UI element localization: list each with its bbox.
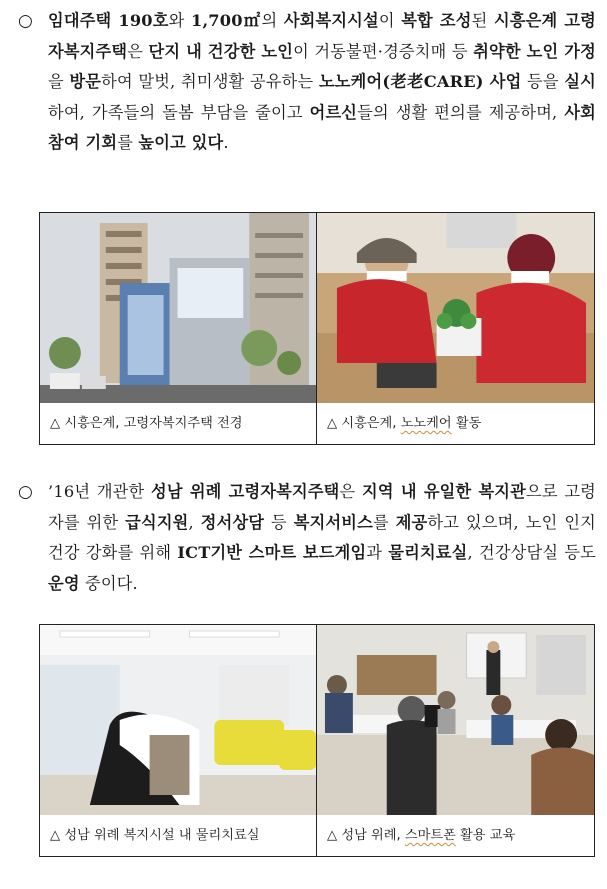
emphasis-text: 사회복지시설: [283, 11, 379, 30]
caption-text: △ 성남 위례,: [327, 828, 405, 843]
photo-siheung-building: [40, 213, 316, 403]
body-text: 하여 말벗, 취미생활 공유하는: [101, 72, 319, 91]
body-text: ’16년 개관한: [48, 482, 152, 501]
body-text: 은: [339, 482, 363, 501]
body-text: 된: [471, 11, 494, 30]
emphasis-text: 정서상담: [200, 512, 265, 532]
caption-physio-room: [40, 815, 316, 856]
caption-text: △ 성남 위례 복지시설 내 물리치료실: [50, 828, 260, 843]
caption-nonocare: [317, 403, 594, 444]
section2-paragraph: [18, 477, 596, 599]
caption-underlined-term: 스마트폰: [404, 828, 456, 843]
caption-siheung-building: [40, 403, 316, 444]
emphasis-text: 운영: [48, 573, 80, 593]
emphasis-text: 단지 내 건강한 노인: [148, 41, 294, 61]
caption-underlined-term: 노노케어: [400, 416, 452, 431]
caption-suffix: 활동: [451, 416, 482, 431]
section1-text: [18, 6, 596, 159]
body-text: 으로 고령자를 위한: [48, 482, 596, 532]
body-text: ,: [188, 512, 201, 532]
caption-smartphone-class: [317, 815, 594, 856]
body-text: 들의 생활 편의를 제공하며,: [357, 102, 565, 122]
body-text: , 건강상담실 등도: [467, 543, 596, 562]
body-text: 이 거동불편·경증치매 등: [293, 41, 474, 61]
emphasis-text: ICT기반 스마트 보드게임: [177, 543, 367, 562]
section2-text: [18, 477, 596, 599]
bullet-marker: ○: [18, 11, 34, 31]
body-text: 와: [168, 11, 191, 30]
photo-cell-building: [40, 213, 317, 445]
emphasis-text: 노노케어(老老CARE) 사업: [318, 72, 522, 91]
emphasis-text: 지역 내 유일한 복지관: [362, 482, 526, 501]
emphasis-text: 시흥은계 고령자복지주택: [48, 11, 597, 61]
emphasis-text: 어르신: [309, 102, 358, 122]
photo-physio-room: [40, 625, 316, 815]
section1-paragraph: [18, 6, 596, 159]
body-text: 하고 있으며, 노인 인지건강 강화를 위해: [48, 512, 596, 562]
body-text: 과: [366, 543, 389, 562]
emphasis-text: 제공: [395, 512, 428, 532]
emphasis-text: 높이고 있다: [138, 133, 224, 152]
caption-text: △ 시흥은계,: [327, 416, 401, 431]
emphasis-text: 사회참여 기회: [48, 102, 596, 152]
emphasis-text: 복지서비스: [293, 512, 373, 532]
photo-smartphone-class: [317, 625, 594, 815]
emphasis-text: 복합 조성: [401, 11, 472, 30]
body-text: 를: [372, 512, 396, 532]
emphasis-text: 임대주택 190호: [48, 11, 169, 30]
emphasis-text: 성남 위례 고령자복지주택: [151, 482, 340, 501]
photo-cell-nonocare: [317, 213, 595, 445]
emphasis-text: 방문: [69, 72, 102, 91]
body-text: 를: [117, 133, 139, 152]
body-text: 하여, 가족들의 돌봄 부담을 줄이고: [48, 102, 310, 122]
caption-suffix: 활용 교육: [455, 828, 516, 843]
emphasis-text: 급식지원: [125, 512, 189, 532]
photo-nonocare-activity: [317, 213, 594, 403]
photo-cell-physio: [40, 625, 317, 857]
emphasis-text: 물리치료실: [388, 543, 468, 562]
emphasis-text: 1,700㎡: [190, 11, 262, 30]
photo-table-1: [39, 212, 595, 445]
photo-table-2: [39, 624, 595, 857]
body-text: 의: [261, 11, 284, 30]
body-text: 은: [127, 41, 149, 61]
photo-cell-smartphone: [317, 625, 595, 857]
emphasis-text: 실시: [564, 72, 596, 91]
body-text: 등을: [521, 72, 565, 91]
body-text: .: [223, 133, 229, 152]
body-text: 중이다.: [79, 573, 138, 593]
body-text: 등: [264, 512, 294, 532]
body-text: 이: [378, 11, 402, 30]
caption-text: △ 시흥은계, 고령자복지주택 전경: [50, 416, 243, 431]
body-text: 을: [48, 72, 70, 91]
emphasis-text: 취약한 노인 가정: [473, 41, 596, 61]
bullet-marker: ○: [18, 482, 34, 502]
